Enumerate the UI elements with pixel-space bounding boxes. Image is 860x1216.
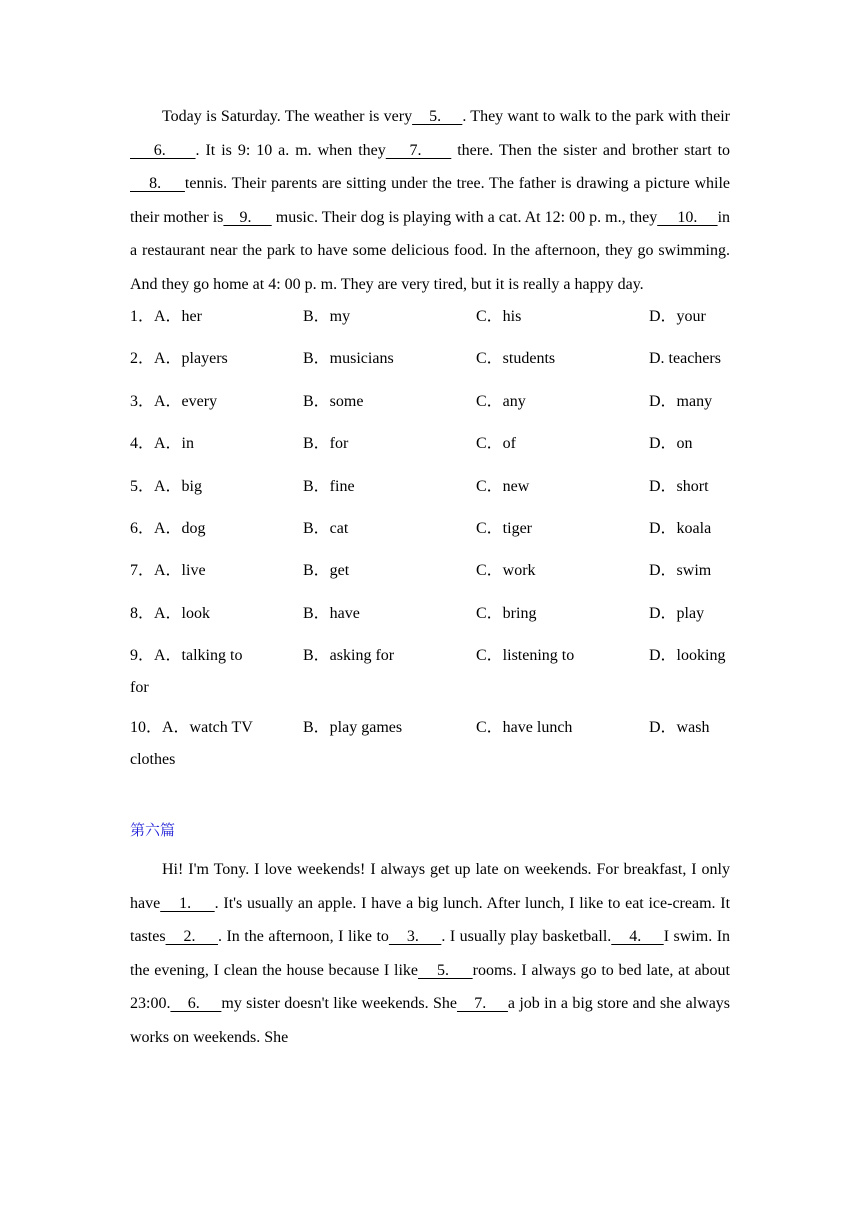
option-b[interactable]: B．some: [303, 392, 364, 410]
blank-8[interactable]: 8.: [130, 175, 185, 192]
option-d[interactable]: D．on: [649, 435, 693, 453]
option-a[interactable]: 4．A．in: [130, 435, 195, 453]
option-d[interactable]: D. teachers: [649, 350, 721, 368]
blank-9[interactable]: 9.: [223, 208, 272, 226]
option-b[interactable]: B．get: [303, 562, 350, 580]
blank-5[interactable]: 5.: [412, 108, 463, 125]
option-d[interactable]: D．swim: [649, 562, 712, 580]
passage-text: . They want to walk to the park with their: [462, 108, 731, 125]
question-row: [130, 475, 730, 517]
question-row: [130, 559, 730, 601]
option-d[interactable]: D．short: [649, 477, 709, 495]
passage-text: . It is 9: 10 a. m. when they: [195, 141, 386, 159]
blank-3[interactable]: 3.: [388, 928, 442, 946]
option-a[interactable]: 5．A．big: [130, 477, 203, 495]
option-b[interactable]: B．have: [303, 604, 360, 622]
passage-text: in a restaurant near the park to have some delicious food. In the afternoon, they go swimming. And they go home at 4: 00 p. m. They are very tired, but it is really a happy day.: [130, 208, 731, 293]
option-b[interactable]: B．asking for: [303, 647, 395, 665]
option-d[interactable]: D．many: [649, 392, 713, 410]
blank-1[interactable]: 1.: [160, 894, 215, 912]
option-c[interactable]: C．tiger: [476, 519, 532, 537]
question-row: [130, 347, 730, 389]
option-a[interactable]: 8．A．look: [130, 604, 211, 622]
option-a[interactable]: 7．A．live: [130, 562, 206, 580]
passage-text: . In the afternoon, I like to: [217, 928, 389, 946]
passage-text: tennis. Their parents are sitting under the tree. The father is drawing a picture while their mother is: [130, 175, 731, 226]
option-d-continuation: for: [130, 679, 149, 697]
blank-6[interactable]: 6.: [130, 141, 196, 159]
option-c[interactable]: C．have lunch: [476, 719, 573, 737]
option-b[interactable]: B．play games: [303, 719, 403, 737]
passage-text: my sister doesn't like weekends. She: [221, 995, 457, 1013]
passage-text: . It's usually an apple. I have a big lunch. After lunch, I like to eat ice-cream. It tastes: [130, 894, 731, 946]
option-a[interactable]: 9．A．talking to: [130, 647, 243, 665]
section-title: 第六篇: [130, 821, 176, 840]
blank-10[interactable]: 10.: [657, 208, 718, 226]
option-b[interactable]: B．musicians: [303, 350, 394, 368]
passage-text: music. Their dog is playing with a cat. At 12: 00 p. m., they: [271, 208, 658, 226]
option-b[interactable]: B．cat: [303, 519, 349, 537]
option-c[interactable]: C．his: [476, 308, 522, 325]
option-c[interactable]: C．work: [476, 562, 536, 580]
blank-4[interactable]: 4.: [611, 928, 664, 946]
question-row: [130, 517, 730, 559]
passage-text: Hi! I'm Tony. I love weekends! I always get up late on weekends. For breakfast, I only have: [130, 861, 730, 912]
option-a[interactable]: 2．A．players: [130, 350, 228, 368]
blank-6[interactable]: 6.: [170, 995, 222, 1013]
option-d[interactable]: D．play: [649, 604, 705, 622]
question-row: [130, 432, 730, 474]
passage-text: a job in a big store and she always works on weekends. She: [130, 995, 731, 1046]
option-c[interactable]: C．students: [476, 350, 556, 368]
question-row: [130, 602, 730, 644]
passage-text: I swim. In the evening, I clean the house because I like: [130, 928, 731, 979]
question-row: [130, 644, 730, 716]
question-options: [130, 305, 730, 788]
option-b[interactable]: B．fine: [303, 477, 355, 495]
option-a[interactable]: 1．A．her: [130, 308, 202, 325]
passage-text: . I usually play basketball.: [441, 928, 612, 946]
blank-2[interactable]: 2.: [165, 928, 218, 946]
passage-text: Today is Saturday. The weather is very: [162, 108, 413, 125]
passage-5: [130, 100, 730, 301]
option-d-continuation: clothes: [130, 751, 176, 769]
option-b[interactable]: B．my: [303, 308, 351, 325]
option-d[interactable]: D．wash: [649, 719, 710, 737]
option-c[interactable]: C．of: [476, 435, 517, 453]
option-d[interactable]: D．your: [649, 308, 706, 325]
passage-6: [130, 853, 730, 1054]
option-d[interactable]: D．koala: [649, 519, 712, 537]
option-c[interactable]: C．bring: [476, 604, 537, 622]
option-c[interactable]: C．listening to: [476, 647, 575, 665]
option-c[interactable]: C．new: [476, 477, 530, 495]
question-row: [130, 390, 730, 432]
blank-7[interactable]: 7.: [385, 141, 452, 159]
option-a[interactable]: 10．A．watch TV: [130, 719, 253, 737]
blank-5[interactable]: 5.: [418, 961, 473, 979]
option-d[interactable]: D．looking: [649, 647, 726, 665]
option-a[interactable]: 6．A．dog: [130, 519, 206, 537]
question-row: [130, 305, 730, 347]
blank-7[interactable]: 7.: [456, 995, 508, 1013]
question-row: [130, 716, 730, 788]
document-page: [130, 100, 730, 1054]
option-b[interactable]: B．for: [303, 435, 349, 453]
option-a[interactable]: 3．A．every: [130, 392, 218, 410]
passage-text: rooms. I always go to bed late, at about 23:00.: [130, 961, 731, 1013]
option-c[interactable]: C．any: [476, 392, 526, 410]
passage-text: there. Then the sister and brother start to: [451, 141, 731, 159]
